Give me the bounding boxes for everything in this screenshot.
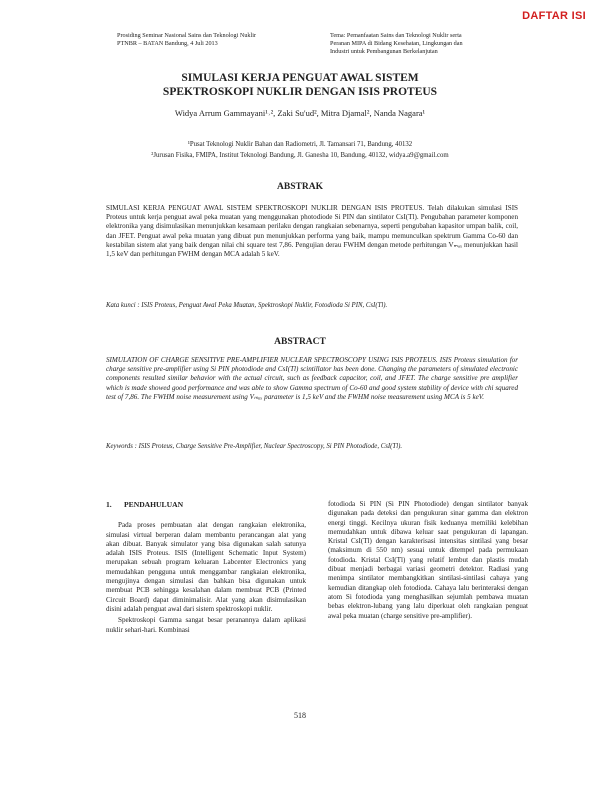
daftar-isi-link[interactable]: DAFTAR ISI [522,10,586,22]
abstrak-body: SIMULASI KERJA PENGUAT AWAL SISTEM SPEKTROSKOPI NUKLIR DENGAN ISIS PROTEUS. Telah dilakukan simulasi ISIS Proteus untuk kerja penguat awal peka muatan yang menggunakan photodiode Si PIN dan sintilator CsI(Tl). Pengubahan parameter komponen elektronika yang disimulasikan menunjukkan kesamaan perilaku dengan rangkaian sebenarnya, seperti pengubahan kapasitor umpan balik, coil, dan JFET. Penguat awal peka muatan yang dibuat pun menunjukkan performa yang baik, mampu memunculkan spektrum Gamma Co-60 dan kestabilan sistem alat yang baik dengan nilai chi square test 7,86. Pengujian derau FWHM dengan metode perhitungan Vₘₐₓ menunjukkan hasil 1,5 keV dan perhitungan FWHM dengan MCA adalah 5 keV. [106,204,518,259]
section-heading [106,500,306,509]
abstrak-heading: ABSTRAK [277,182,323,192]
affiliation-2: ²Jurusan Fisika, FMIPA, Institut Teknologi Bandung, Jl. Ganesha 10, Bandung, 40132, widya.a9@gmail.com [151,152,449,159]
abstract-heading: ABSTRACT [274,337,326,347]
paragraph: fotodioda Si PIN (Si PIN Photodiode) dengan sintilator banyak digunakan pada deteksi dan pengukuran sinar gamma dan elektron energi tinggi. Kecilnya ukuran fisik keduanya memiliki kelebihan memudahkan untuk dibawa keluar saat pengukuran di lapangan. Kristal CsI(Tl) dengan karakterisasi intensitas sintilasi yang besar (maksimum di 550 nm) sesuai untuk ditempel pada permukaan fotodioda. Kristal CsI(Tl) yang relatif lembut dan plastis mudah dibuat menjadi berbagai variasi geometri detektor. Radiasi yang menimpa sintilator membangkitkan sintilasi-sintilasi cahaya yang kemudian ditangkap oleh fotodioda. Cahaya lalu berinteraksi dengan atom Si fotodioda yang menghasilkan sejumlah pembawa muatan bebas elektron-lubang yang lalu diperkuat oleh rangkaian penguat awal peka muatan (charge sensitive pre-amplifier). [328,500,528,620]
author-list: Widya Arrum Gammayani¹˒², Zaki Su'ud², Mitra Djamal², Nanda Nagara¹ [174,108,426,118]
header-right-line2: Peranan MIPA di Bidang Kesehatan, Lingkungan dan [330,40,463,47]
section-title: PENDAHULUAN [124,500,184,509]
running-header-left [117,32,317,48]
keywords: Keywords : ISIS Proteus, Charge Sensitive Pre-Amplifier, Nuclear Spectroscopy, Si PIN Photodiode, CsI(Tl). [106,443,403,450]
running-header-right [330,32,520,56]
header-right-line3: Industri untuk Pembangunan Berkelanjutan [330,48,438,55]
body-column-right [328,500,528,623]
section-number: 1. [106,500,112,509]
paper-title [80,71,520,99]
header-left-line2: PTNBR – BATAN Bandung, 4 Juli 2013 [117,40,218,47]
title-line2: SPEKTROSKOPI NUKLIR DENGAN ISIS PROTEUS [162,86,438,98]
abstract-body: SIMULATION OF CHARGE SENSITIVE PRE-AMPLIFIER NUCLEAR SPECTROSCOPY USING ISIS PROTEUS. ISIS Proteus simulation for charge sensitive pre-amplifier using Si PIN photodiode and CsI(Tl) scintillator has been done. Changing the parameters of simulated electronic components resulted similar behavior with the actual circuit, such as feedback capacitor, coil, and JFET. The charge sensitive pre amplifier which is made showed good performance and was able to show Gamma spectrum of Co-60 and good system stability of device with chi squared test of 7,86. The FWHM noise measurement using Vₘₐₓ parameter is 1,5 keV and the FWHM noise measurement using MCA is 5 keV. [106,356,518,401]
header-left-line1: Prosiding Seminar Nasional Sains dan Teknologi Nuklir [117,32,257,39]
paragraph: Spektroskopi Gamma sangat besar peranannya dalam aplikasi nuklir sehari-hari. Kombinasi [106,616,306,634]
affiliation-1: ¹Pusat Teknologi Nuklir Bahan dan Radiometri, Jl. Tamansari 71, Bandung, 40132 [187,141,413,148]
kata-kunci: Kata kunci : ISIS Proteus, Penguat Awal Peka Muatan, Spektroskopi Nuklir, Fotodioda Si PIN, CsI(Tl). [106,302,388,309]
title-line1: SIMULASI KERJA PENGUAT AWAL SISTEM [181,72,419,84]
header-right-line1: Tema: Pemanfaatan Sains dan Teknologi Nuklir serta [330,32,462,39]
body-column-left [106,500,306,637]
page-number: 518 [294,711,306,720]
paragraph: Pada proses pembuatan alat dengan rangkaian elektronika, simulasi virtual berperan dalam membantu perancangan alat yang akan dibuat. Banyak simulator yang bisa digunakan salah satunya adalah ISIS Proteus. ISIS (Intelligent Schematic Input System) merupakan sebuah program keluaran Labcenter Electronics yang memudahkan pengguna untuk menggambar rangkaian elektronika, mengujinya dengan simulasi dan bahkan bisa digunakan untuk membuat PCB sehingga kesalahan dalam membuat PCB (Printed Circuit Board) dapat diminimalisir. Alat yang akan disimulasikan disini adalah penguat awal dari sistem spektroskopi nuklir. [106,521,306,613]
